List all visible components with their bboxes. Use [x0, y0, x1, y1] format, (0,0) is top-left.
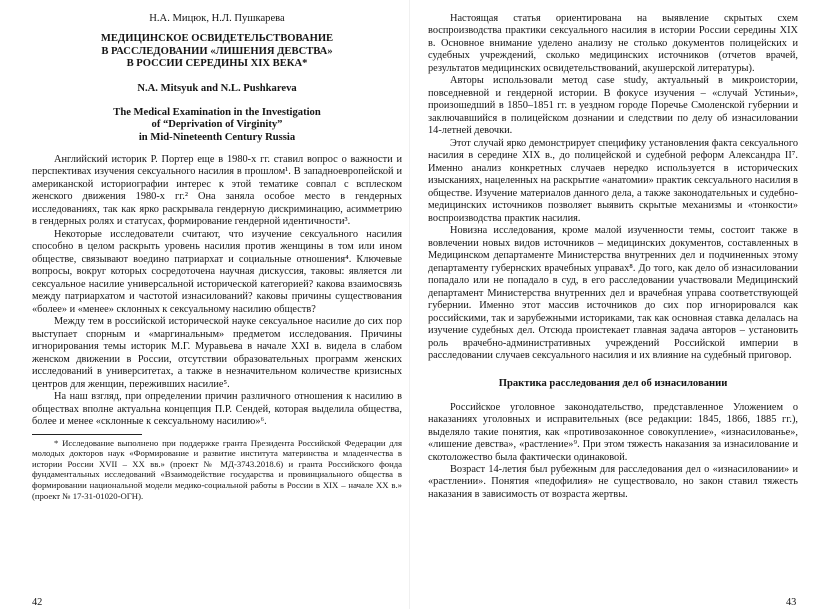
footnote-divider — [32, 434, 142, 435]
paragraph: Между тем в российской исторической науке сексуальное насилие до сих пор выступает спорным и «маргинальным» предметом исследования. Причины игнорирования темы историк М.Г. Муравьева в начале XXI в. видела в слабом женском движении в России, отсутствии образовательных программ женских исследований в университетах, а также в незначительном количестве кризисных центров для женщин, переживших насилие⁵. — [32, 316, 402, 390]
authors-en: N.A. Mitsyuk and N.L. Pushkareva — [137, 82, 297, 94]
right-body-bottom — [428, 402, 798, 502]
authors-ru: Н.А. Мицюк, Н.Л. Пушкарева — [149, 13, 285, 24]
page-gutter — [409, 0, 410, 609]
paragraph: Этот случай ярко демонстрирует специфику установления факта сексуального насилия в середине XIX в., до полицейской и судебной реформ Александра II⁷. Именно анализ конкретных случаев нередко используется в исторических изысканиях, нацеленных на раскрытие «анатомии» практик сексуального насилия в обществе. Изучение материалов данного дела, а также законодательных и судебно-медицинских источников позволяет выявить скрытые механизмы и «тонкости» воспроизводства практик насилия. — [428, 137, 798, 224]
page-number-left: 42 — [32, 597, 43, 608]
paragraph: На наш взгляд, при определении причин различного отношения к насилию в обществах вполне актуальна концепция П.Р. Сендей, которая выделила общества, более и менее «склонные к сексуальному насилию»⁶. — [32, 391, 402, 428]
title-ru-line: В РАССЛЕДОВАНИИ «ЛИШЕНИЯ ДЕВСТВА» — [101, 45, 333, 57]
title-ru-line: В РОССИИ СЕРЕДИНЫ XIX ВЕКА* — [126, 58, 308, 69]
paragraph: Некоторые исследователи считают, что изучение сексуального насилия способно в целом раскрыть уровень насилия против женщины в том или ином обществе, связывают воедино патриархат и социальные отношения⁴. Ключевые вопросы, вокруг которых сосредоточена научная дискуссия, таковы: является ли сексуальное насилие универсальной исторической категорией? какова взаимосвязь между патриархатом и частотой изнасилований? каковы причины существования «более» и «менее» склонных к сексуальному насилию обществ? — [32, 228, 402, 315]
footnote: * Исследование выполнено при поддержке гранта Президента Российской Федерации для молодых докторов наук «Формирование и развитие института материнства и младенчества в истории России XVII – XX вв.» (проект № МД-3743.2018.6) и гранта Российского фонда фундаментальных исследований «Взаимодействие государства и провинциального общества в формировании национальной модели медико-социальной работы в России в XIX – начале XX в.» (проект № 17-31-01020-ОГН). — [32, 437, 402, 501]
page-number-right: 43 — [786, 597, 797, 608]
paragraph: Английский историк Р. Портер еще в 1980-х гг. ставил вопрос о важности и перспективах изучения сексуального насилия в прошлом¹. В западноевропейской и американской историографии интерес к этой тематике совпал с всплеском женского движения 1980-х гг.² Она заняла особое место в гендерных исследованиях, так как ярко раскрывала гендерную дискриминацию, асимметрию в гендерных ролях и статусах, формирование гендерной идентичности³. — [32, 154, 402, 228]
title-en-line: The Medical Examination in the Investigation — [113, 106, 321, 118]
left-page — [32, 0, 402, 609]
right-body-top — [428, 13, 798, 363]
paragraph: Российское уголовное законодательство, представленное Уложением о наказаниях уголовных и исправительных (все редакции: 1845, 1866, 1885 гг.), выделяло такие понятия, как «противозаконное совокупление», «изнасилованье», «лишение девства», «растление»⁹. При этом тяжесть наказания за изнасилование и скотоложество была фактически одинаковой. — [428, 401, 798, 463]
title-en — [32, 107, 402, 145]
section-title: Практика расследования дел об изнасиловании — [498, 377, 728, 389]
title-ru — [32, 33, 402, 71]
paragraph: Настоящая статья ориентирована на выявление скрытых схем воспроизводства практики сексуального насилия в истории России середины XIX в. Основное внимание уделено анализу не столько документов полицейских и судебных учреждений, сколько медицинских источников (отчетов врачей, результатов медицинских освидетельствований, акушерской литературы). — [428, 13, 798, 74]
title-ru-line: МЕДИЦИНСКОЕ ОСВИДЕТЕЛЬСТВОВАНИЕ — [100, 33, 334, 44]
paragraph: Возраст 14-летия был рубежным для расследования дел о «изнасиловании» и «растлении». Понятия «педофилия» не существовало, но закон ставил тяжесть наказания в зависимость от возраста жертвы. — [428, 463, 798, 500]
title-en-line: in Mid-Nineteenth Century Russia — [138, 131, 296, 143]
paragraph: Авторы использовали метод case study, актуальный в микроистории, повседневной и гендерной истории. В фокусе изучения – «случай Устиньи», произошедший в 1850–1851 гг. в уездном городе Поречье Смоленской губернии и заключавшийся в полицейском дознании и следствии по делу об изнасиловании 14-летней девочки. — [428, 75, 798, 137]
paragraph: Новизна исследования, кроме малой изученности темы, состоит также в вовлечении новых видов источников – медицинских документов, составленных в Медицинском департаменте Министерства внутренних дел и подчиненных этому департаменту губернских врачебных управах⁸. До того, как дело об изнасиловании попадало или не попадало в суд, в его расследовании участвовали Медицинский департамент Министерства внутренних дел и врачебная управа соответствующей губернии. Именно этот массив источников до сих пор игнорировался как российскими, так и зарубежными историками, так как основная ставка делалась на изучение судебных дел. Отсюда проистекает главная задача авторов – установить роль врачебно-административных учреждений Российской империи в расследовании случаев сексуального насилия и их влияние на судебный приговор. — [428, 225, 798, 362]
left-body — [32, 154, 402, 429]
title-en-line: of “Deprivation of Virginity” — [151, 119, 283, 130]
right-page — [428, 0, 798, 609]
